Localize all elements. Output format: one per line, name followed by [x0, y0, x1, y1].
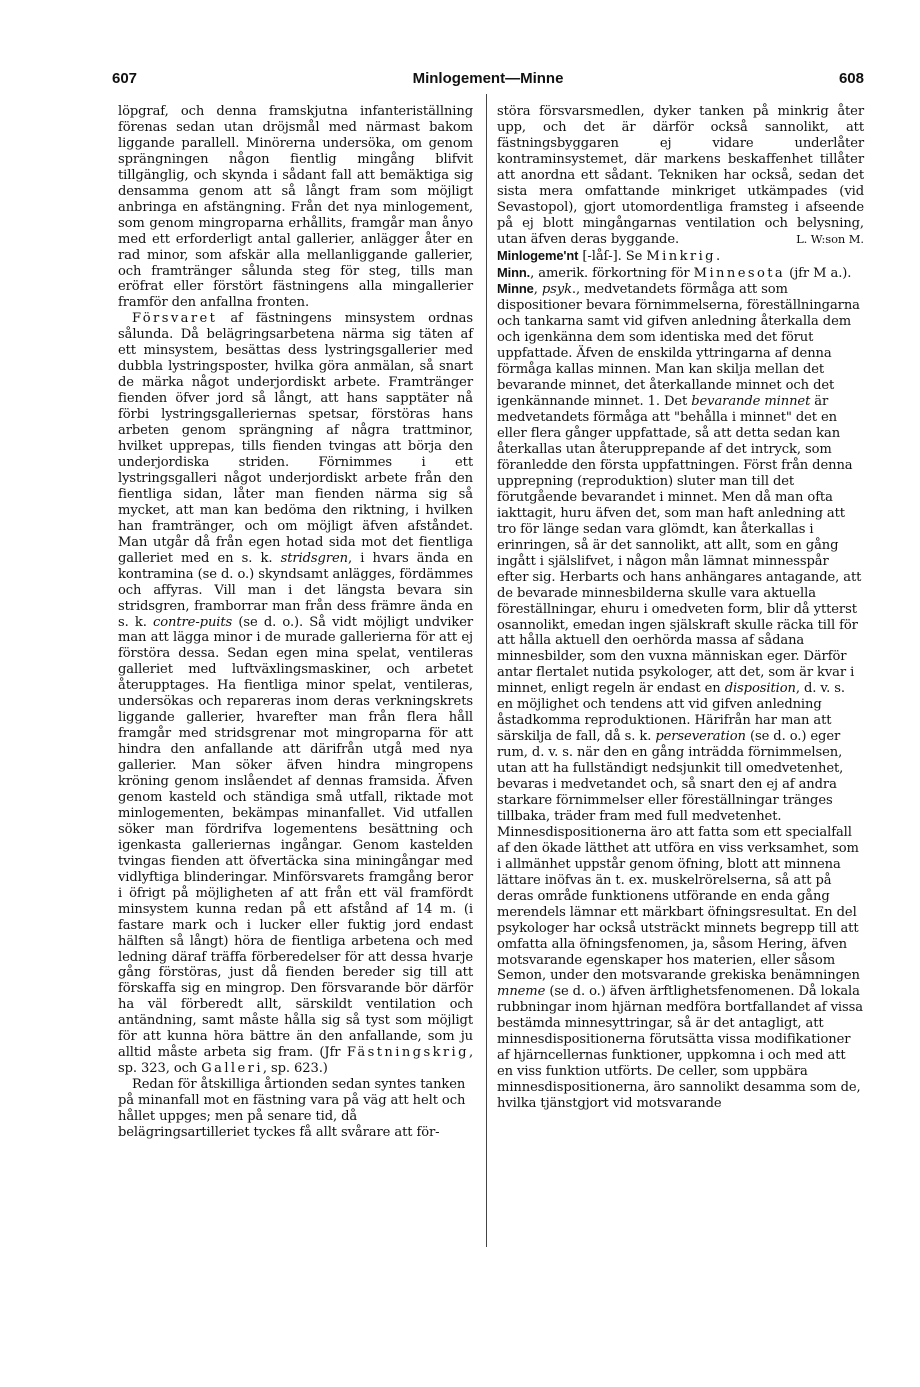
page-number-left: 607 — [112, 70, 138, 87]
italic-term: mneme — [497, 984, 546, 1000]
entry-headword: Minne — [497, 281, 534, 297]
right-column — [497, 104, 864, 1112]
cross-reference: Galleri — [201, 1061, 263, 1077]
italic-term: contre-puits — [153, 614, 233, 630]
dictionary-entry: Minn., amerik. förkortning för Minnesota (jfr M a.). — [497, 264, 852, 281]
cross-reference: Fästningskrig — [346, 1045, 469, 1061]
italic-term: stridsgren — [280, 550, 348, 566]
entry-headword: Minn. — [497, 264, 531, 280]
cross-reference: Minnesota — [693, 265, 786, 281]
entry-headword: Minlogeme'nt — [497, 247, 579, 263]
italic-term: bevarande minnet — [691, 394, 811, 410]
column-divider — [486, 94, 487, 1247]
paragraph: löpgraf, och denna framskjutna infanteriställning förenas sedan utan dröjsmål med närmast bakom liggande parallell. Minörerna undersöka, om genom sprängningen någon fientlig mingång blifvit tillgänglig, och skynda i sådant fall att bemäktiga sig densamma genom att så långt fram som möjligt anbringa en afstängning. Från det nya minlogement, som genom mingroparna erhållits, framgår man ånyo med ett erforderligt antal gallerier, anlägger åter en rad minor, som afskär alla mellanliggande gallerier, och framtränger sålunda steg för steg, tills man eröfrat eller förstört fästningens alla mingallerier framför den anfallna fronten. — [118, 104, 473, 311]
author-signature: L. W:son M. — [796, 231, 864, 246]
dictionary-entry: Minne, psyk., medvetandets förmåga att som dispositioner bevara förnimmelserna, föreställningarna och tankarna samt vid gifven anledning återkalla dem och igenkänna dem som identiska med det förut uppfattade. Äfven de enskilda yttringarna af denna förmåga kallas minnen. Man kan skilja mellan det bevarande minnet, det återkallande minnet och det igenkännande minnet. 1. Det bevarande minnet är medvetandets förmåga att "behålla i minnet" det en eller flera gånger uppfattade, så att detta sedan kan återkallas utan återupprepande af det intryck, som föranledde den första uppfattningen. Först från denna upprepning (reproduktion) sluter man till det förutgående bevarandet i minnet. Men då man ofta iakttagit, huru äfven det, som man haft anledning att tro för länge sedan vara glömdt, kan återkallas i erinringen, så är det sannolikt, att allt, som en gång ingått i själslifvet, i någon mån lämnat minnesspår efter sig. Herbarts och hans anhängares antagande, att de bevarade minnesbilderna skulle vara aktuella föreställningar, ehuru i omedveten form, blir då ytterst osannolikt, emedan ingen själskraft skulle räcka till för att hålla aktuell den oerhörda massa af sådana minnesbilder, som den vuxna människan eger. Därför antar flertalet nutida psykologer, att det, som är kvar i minnet, enligt regeln är endast en disposition, d. v. s. en möjlighet och tendens att vid gifven anledning åstadkomma reproduktionen. Härifrån har man att särskilja de fall, då s. k. perseveration (se d. o.) eger rum, d. v. s. när den en gång inträdda förnimmelsen, utan att ha fullständigt nedsjunkit till omedvetenhet, bevaras i medvetandet och, så snart den ej af andra starkare förnimmelser eller föreställningar tränges tillbaka, träder fram med full medvetenhet. Minnesdispositionerna äro att fatta som ett specialfall af den ökade lätthet att utföra en viss verksamhet, som i allmänhet uppstår genom öfning, blott att minnena lättare inöfvas än t. ex. muskelrörelserna, så att på deras område funktionens utförande en enda gång merendels lämnar ett märkbart öfningsresultat. En del psykologer har också utsträckt minnets begrepp till att omfatta alla öfningsfenomen, ja, såsom Hering, äfven motsvarande egenskaper hos materien, eller såsom Semon, under den motsvarande grekiska benämningen mneme (se d. o.) äfven ärftlighetsfenomenen. Då lokala rubbningar inom hjärnan medföra bortfallandet af vissa bestämda minnesyttringar, så är det antagligt, att minnesdispositionerna förutsätta vissa modifikationer af hjärncellernas funktioner, uppkomna i och med att en viss funktion utförts. De celler, som uppbära minnesdispositionerna, äro sannolikt desamma som de, hvilka tjänstgjort vid motsvarande — [497, 281, 863, 1112]
cross-reference: Minkrig — [646, 248, 716, 264]
page-number-right: 608 — [838, 70, 864, 87]
spaced-term: Försvaret — [132, 311, 218, 327]
italic-term: perseveration — [655, 729, 746, 745]
italic-term: disposition — [724, 681, 796, 697]
dictionary-entry: Minlogeme'nt [-låſ-]. Se Minkrig. — [497, 247, 720, 264]
paragraph: Redan för åtskilliga årtionden sedan syntes tanken på minanfall mot en fästning vara på väg att helt och hållet uppges; men på senare tid, då belägringsartilleriet tyckes få allt svårare att för- — [118, 1077, 466, 1140]
left-column — [118, 104, 473, 1141]
page-header — [112, 70, 864, 86]
paragraph: störa försvarsmedlen, dyker tanken på minkrig åter upp, och det är därför också sannolikt, att fästningsbyggaren ej vidare underlåter kontraminsystemet, där markens beskaffenhet tillåter att anordna ett sådant. Tekniken har också, sedan det sista mera omfattande minkriget utkämpades (vid Sevastopol), gjort utomordentliga framsteg i afseende på ej blott mingångarnas ventilation och belysning, utan äfven deras byggande. L. W:son M. — [497, 104, 864, 247]
italic-term: psyk — [541, 282, 572, 298]
running-title: Minlogement—Minne — [412, 70, 564, 87]
paragraph: Försvaret af fästningens minsystem ordnas sålunda. Då belägringsarbetena närma sig täten af ett minsystem, besättas dess lystringsgallerier med dubbla lystringsposter, hvilka göra anmälan, så snart de märka något underjordiskt arbete. Framtränger fienden öfver jord så långt, att hans sapptäter nå förbi lystringsgalleriernas spetsar, förstöras hans arbeten genom sprängning af några trattminor, hvilket upprepas, tills fienden tvingas att börja den underjordiska striden. Förnimmes i ett lystringsgalleri något underjordiskt arbete från den fientliga sidan, låter man fienden närma sig så mycket, att man kan bedöma den riktning, i hvilken han framtränger, och om möjligt äfven afståndet. Man utgår då från egen hotad sida mot det fientliga galleriet med en s. k. stridsgren, i hvars ända en kontramina (se d. o.) skyndsamt anlägges, fördämmes och affyras. Vill man i det längsta bevara sin stridsgren, framborrar man från dess främre ända en s. k. contre-puits (se d. o.). Så vidt möjligt undviker man att lägga minor i de murade gallerierna för att ej förstöra dessa. Sedan egen mina spelat, ventileras galleriet med luftväxlingsmaskiner, och arbetet återupptages. Ha fientliga minor spelat, ventileras, undersökas och repareras inom deras verkningskrets liggande gallerier, hvarefter man från flera håll framgår med stridsgrenar mot mingroparna för att hindra den anfallande att därifrån utgå med nya gallerier. Man söker äfven hindra mingropens kröning genom inslåendet af dennas framsida. Äfven genom kasteld och ständiga små utfall, riktade mot minlogementen, bekämpas minanfallet. Vid utfallen söker man fördrifva logementens besättning och igenkasta galleriernas ingångar. Genom kastelden tvingas fienden att öfvertäcka sina miningångar med vidlyftiga blinderingar. Minförsvarets framgång beror i öfrigt på möjligheten af att från ett väl framfördt minsystem kunna redan på ett afstånd af 14 m. (i fastare mark och i lucker eller fuktig jord endast hälften så långt) höra de fientliga arbetena och med ledning däraf träffa förberedelser för att dessa hvarje gång förstöras, just då fienden bereder sig till att förskaffa sig en mingrop. Den försvarande bör därför ha väl förberedt allt, särskildt ventilation och antändning, samt måste hålla sig så tyst som möjligt för att kunna höra bättre än den anfallande, som ju alltid måste arbeta sig fram. (Jfr Fästningskrig, sp. 323, och Galleri, sp. 623.) — [118, 311, 474, 1077]
